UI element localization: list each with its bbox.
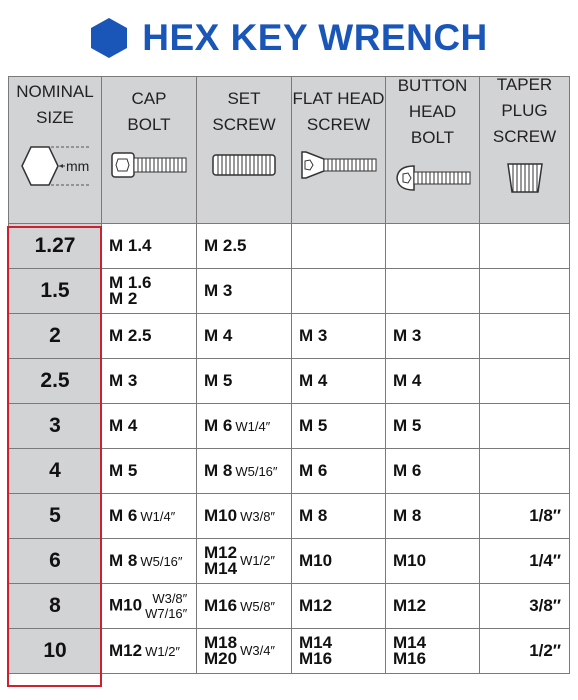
size-value: M 8 — [393, 506, 422, 525]
size-value: M10 — [204, 506, 238, 525]
taper-plug-cell — [480, 449, 570, 494]
size-value: M 8 — [204, 461, 233, 480]
flat-head-cell — [292, 539, 386, 584]
nominal-size-cell: 8 — [9, 584, 102, 629]
table-row — [9, 404, 570, 449]
set-screw-cell — [197, 494, 292, 539]
size-value: M 1.4 — [109, 236, 152, 255]
size-value: M10 — [109, 595, 143, 615]
cap-bolt-cell — [102, 269, 197, 314]
size-value: M 3 — [299, 326, 328, 345]
button-head-cell — [386, 269, 480, 314]
header-nominal-size — [9, 77, 102, 224]
taper-plug-cell: 1/8″ — [480, 494, 570, 539]
size-value: M 6 — [299, 461, 328, 480]
set-screw-cell — [197, 224, 292, 269]
size-value: M 2.5 — [204, 236, 247, 255]
header-set-screw — [197, 77, 292, 224]
nominal-size-cell: 3 — [9, 404, 102, 449]
size-values: M 1.6 M 2 — [109, 273, 152, 308]
button-head-cell — [386, 224, 480, 269]
cap-bolt-cell — [102, 539, 197, 584]
button-head-cell — [386, 494, 480, 539]
set-screw-cell — [197, 359, 292, 404]
table-row — [9, 224, 570, 269]
taper-plug-cell: 1/2″ — [480, 629, 570, 674]
flat-head-cell — [292, 314, 386, 359]
set-screw-cell — [197, 269, 292, 314]
taper-plug-cell — [480, 314, 570, 359]
size-value: M 6 — [204, 416, 233, 435]
table-row — [9, 629, 570, 674]
header-label: TAPER PLUG SCREW — [492, 75, 557, 146]
flat-head-cell — [292, 404, 386, 449]
button-head-cell — [386, 629, 480, 674]
hexagon-icon — [90, 17, 128, 59]
header-label: CAP BOLT — [127, 89, 171, 134]
hex-size-icon — [19, 145, 91, 187]
nominal-size-cell: 6 — [9, 539, 102, 584]
cap-bolt-cell — [102, 314, 197, 359]
header-cap-bolt — [102, 77, 197, 224]
nominal-size-cell: 4 — [9, 449, 102, 494]
table-row — [9, 269, 570, 314]
cap-bolt-icon — [110, 150, 188, 180]
flat-head-screw-icon — [300, 150, 378, 180]
size-value: M 6 — [109, 506, 138, 525]
taper-plug-cell: 1/4″ — [480, 539, 570, 584]
header-button-head — [386, 77, 480, 224]
size-value: M10 — [393, 551, 427, 570]
button-head-cell — [386, 314, 480, 359]
nominal-size-cell: 1.5 — [9, 269, 102, 314]
nominal-size-cell: 5 — [9, 494, 102, 539]
cap-bolt-cell — [102, 494, 197, 539]
button-head-cell — [386, 584, 480, 629]
table-row — [9, 314, 570, 359]
size-value: M12 — [393, 596, 427, 615]
header-label: SET SCREW — [212, 89, 276, 134]
set-screw-icon — [211, 150, 277, 180]
table-row — [9, 449, 570, 494]
inch-values: W3/8″ W7/16″ — [145, 591, 188, 621]
size-value: M 5 — [109, 461, 138, 480]
inch-value: W5/8″ — [240, 599, 276, 614]
size-value: M 5 — [393, 416, 422, 435]
size-values: M14 M16 — [393, 633, 427, 668]
nominal-size-cell: 10 — [9, 629, 102, 674]
cap-bolt-cell — [102, 224, 197, 269]
size-value: M 3 — [393, 326, 422, 345]
button-head-cell — [386, 404, 480, 449]
cap-bolt-cell — [102, 629, 197, 674]
page-title: HEX KEY WRENCH — [142, 17, 488, 58]
inch-value: W5/16″ — [235, 464, 278, 479]
inch-value: W3/4″ — [240, 643, 276, 659]
size-value: M 4 — [393, 371, 422, 390]
nominal-size-cell: 1.27 — [9, 224, 102, 269]
cap-bolt-cell — [102, 359, 197, 404]
inch-value: W3/8″ — [240, 509, 276, 524]
size-values: M14 M16 — [299, 633, 333, 668]
flat-head-cell — [292, 224, 386, 269]
taper-plug-cell — [480, 269, 570, 314]
set-screw-cell — [197, 584, 292, 629]
taper-plug-cell: 3/8″ — [480, 584, 570, 629]
size-value: M 5 — [204, 371, 233, 390]
size-value: M 8 — [299, 506, 328, 525]
taper-plug-cell — [480, 224, 570, 269]
set-screw-cell — [197, 539, 292, 584]
set-screw-cell — [197, 629, 292, 674]
size-value: M 6 — [393, 461, 422, 480]
table-row — [9, 539, 570, 584]
set-screw-cell — [197, 449, 292, 494]
inch-value: W5/16″ — [140, 554, 183, 569]
flat-head-cell — [292, 584, 386, 629]
header-row — [9, 77, 570, 224]
flat-head-cell — [292, 449, 386, 494]
set-screw-cell — [197, 314, 292, 359]
flat-head-cell — [292, 269, 386, 314]
title-bar — [0, 0, 578, 76]
header-flat-head — [292, 77, 386, 224]
inch-value: W1/2″ — [145, 644, 181, 659]
size-value: M 2.5 — [109, 326, 152, 345]
size-value: M 4 — [204, 326, 233, 345]
header-label: FLAT HEAD SCREW — [292, 89, 385, 134]
size-value: M 4 — [299, 371, 328, 390]
cap-bolt-cell — [102, 584, 197, 629]
size-value: M12 — [299, 596, 333, 615]
flat-head-cell — [292, 359, 386, 404]
inch-value: W1/2″ — [240, 553, 276, 569]
spec-table — [8, 76, 570, 674]
size-value: M 8 — [109, 551, 138, 570]
button-head-bolt-icon — [394, 163, 472, 193]
button-head-cell — [386, 449, 480, 494]
size-value: M 3 — [109, 371, 138, 390]
size-value: M10 — [299, 551, 333, 570]
nominal-size-cell: 2 — [9, 314, 102, 359]
cap-bolt-cell — [102, 404, 197, 449]
size-value: M12 — [109, 641, 143, 660]
table-row — [9, 584, 570, 629]
taper-plug-screw-icon — [505, 162, 545, 194]
taper-plug-cell — [480, 404, 570, 449]
button-head-cell — [386, 539, 480, 584]
size-value: M16 — [204, 596, 238, 615]
table-row — [9, 359, 570, 404]
header-taper-plug — [480, 77, 570, 224]
size-value: M 4 — [109, 416, 138, 435]
table-row — [9, 494, 570, 539]
header-label: BUTTON HEAD BOLT — [397, 76, 468, 147]
flat-head-cell — [292, 629, 386, 674]
size-unit-label: mm — [66, 158, 90, 174]
cap-bolt-cell — [102, 449, 197, 494]
taper-plug-cell — [480, 359, 570, 404]
button-head-cell — [386, 359, 480, 404]
size-values: M18 M20 — [204, 633, 238, 668]
nominal-size-cell: 2.5 — [9, 359, 102, 404]
header-label: NOMINAL SIZE — [16, 82, 94, 127]
table-body — [9, 224, 570, 674]
size-value: M 5 — [299, 416, 328, 435]
size-value: M 3 — [204, 281, 233, 300]
set-screw-cell — [197, 404, 292, 449]
size-values: M12 M14 — [204, 543, 238, 578]
inch-value: W1/4″ — [235, 419, 271, 434]
inch-value: W1/4″ — [140, 509, 176, 524]
flat-head-cell — [292, 494, 386, 539]
